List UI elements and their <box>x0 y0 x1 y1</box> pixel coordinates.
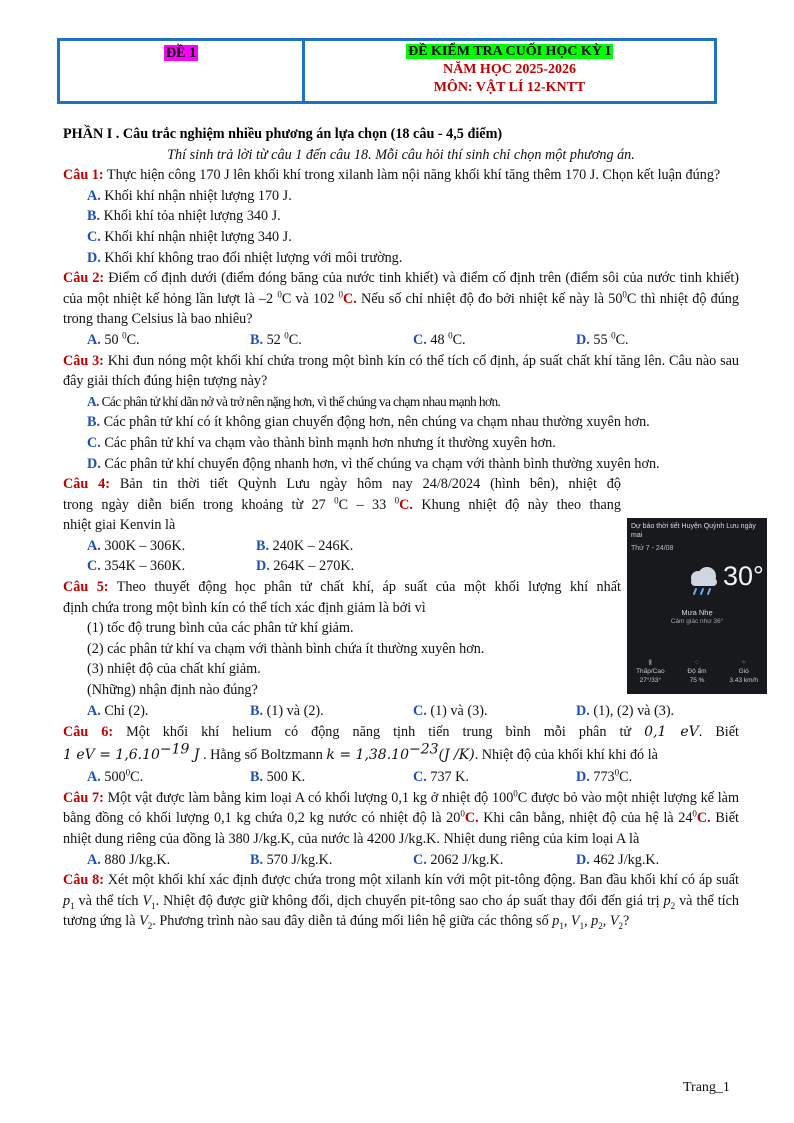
option-d: D. Các phân tử khí chuyển động nhanh hơn, vì thế chúng va chạm với thành bình thường xuyên hơn. <box>87 455 660 472</box>
exam-year: NĂM HỌC 2025-2026 <box>443 62 576 77</box>
question-8: Câu 8: Xét một khối khí xác định được chứa trong một xilanh kín với một pit-tông động. Ban đầu khối khí có áp suất $p_1$ và thể tích $V_1$. Nhiệt độ được giữ không đổi, dịch chuyển pit-tông sao cho áp suất thay đổi đến giá trị $p_2$ và thể tích tương ứng là $V_2$. Phương trình nào sau đây diễn tả đúng mối liên hệ giữa các thông số $p_1$, $V_1$, $p_2$, $V_2$? <box>63 872 740 932</box>
exam-code-cell <box>60 41 305 101</box>
option-d: D. 462 J/kg.K. <box>576 851 660 868</box>
page-number: Trang_1 <box>683 1080 730 1095</box>
option-a: A. 50 $^0$C. <box>87 330 140 348</box>
question-label: Câu 1: <box>63 167 104 184</box>
option-a: A. 880 J/kg.K. <box>87 851 171 868</box>
option-a: A. 300K – 306K. <box>87 537 186 554</box>
option-a: A. $500^0C$. <box>87 767 144 786</box>
option-c: C. 737 K. <box>413 769 469 786</box>
exam-code: ĐỀ 1 <box>165 45 197 61</box>
option-a: A. Các phân tử khí dãn nở và trở nên nặng hơn, vì thế chúng va chạm nhau mạnh hơn. <box>87 393 501 409</box>
statement-3: (3) nhiệt độ của chất khí giảm. <box>87 661 261 678</box>
weather-date: Thứ 7 - 24/08 <box>631 545 674 552</box>
question-2: Câu 2: Điểm cố định dưới (điểm đóng băng của nước tinh khiết) và điểm cố định trên (điểm sôi của nước tinh khiết) của một nhiệt kế hỏng lần lượt là –2 $^0$C và 102 $^0$C. Nếu số chỉ nhiệt độ đo bởi nhiệt kế này là $50^0C$ thì nhiệt độ đúng trong thang Celsius là bao nhiêu? <box>63 270 739 328</box>
section-title: PHẦN I . Câu trắc nghiệm nhiều phương án lựa chọn (18 câu - 4,5 điểm) <box>63 126 503 142</box>
option-d: D. 55 $^0$C. <box>576 330 629 348</box>
option-c: C. 2062 J/kg.K. <box>413 851 504 868</box>
option-d: D. (1), (2) và (3). <box>576 702 675 719</box>
weather-temp: 30° <box>723 561 764 591</box>
option-a: A. Chỉ (2). <box>87 702 149 719</box>
exam-content: PHẦN I . Câu trắc nghiệm nhiều phương án lựa chọn (18 câu - 4,5 điểm) Thí sinh trả lời từ câu 1 đến câu 18. Mỗi câu hỏi thí sinh chỉ chọn một phương án. Câu 1: Thực hiện công 170 J lên khối khí trong xilanh làm nội năng khối khí tăng thêm 170 J. Chọn kết luận đúng? A. Khối khí nhận nhiệt lượng 170 J. B. Khối khí tỏa nhiệt lượng 340 J. C. Khối khí nhận nhiệt lượng 340 J. D. Khối khí không trao đổi nhiệt lượng với môi trường. Câu 2: Điểm cố định dưới (điểm đóng băng của nước tinh khiết) và điểm cố định trên (điểm sôi của nước tinh khiết) của một nhiệt kế hỏng lần lượt là –2 $^0$C và 102 $^0$C. Nếu số chỉ nhiệt độ đo bởi nhiệt kế này là $50^0C$ thì nhiệt độ đúng trong thang Celsius là bao nhiêu? A. 50 $^0$C. B. 52 $^0$C. C. 48 $^0$C. D. 55 $^0$C. Câu 3: Khi đun nóng một khối khí chứa trong một bình kín có thể tích cố định, áp suất chất khí tăng lên. Câu nào sau đây giải thích đúng hiện tượng này? A. Các phân tử khí dãn nở và trở nên nặng hơn, vì thế chúng va chạm nhau mạnh hơn. B. Các phân tử khí có ít không gian chuyển động hơn, nên chúng va chạm nhau thường xuyên hơn. C. Các phân tử khí va chạm vào thành bình mạnh hơn nhưng ít thường xuyên hơn. D. Các phân tử khí chuyển động nhanh hơn, vì thế chúng va chạm với thành bình thường xuyên hơn. Câu 4: Bản tin thời tiết Quỳnh Lưu ngày hôm nay 24/8/2024 (hình bên), nhiệt độ trong ngày diễn biến trong khoảng từ 27 $^0$C – 33 $^0$C. Khung nhiệt độ này theo thang nhiệt giai Kenvin là A. 300K – 306K. B. 240K – 246K. C. 354K – 360K. D. 264K – 270K. Câu 5: Theo thuyết động học phân tử chất khí, áp suất của một khối lượng khí nhất định chứa trong một bình kín có thể tích xác định giảm là bởi vì (1) tốc độ trung bình của các phân tử khí giảm. (2) các phân tử khí va chạm với thành bình chứa ít thường xuyên hơn. (3) nhiệt độ của chất khí giảm. (Những) nhận định nào đúng? A. Chỉ (2). B. (1) và (2). C. (1) và (3). D. (1), (2) và (3). Câu 6: Một khối khí helium có động năng tịnh tiến trung bình mỗi phân tử 0,1 eV. Biết 1 eV = $1,6.10^{-19}$ J . Hằng số Boltzmann $k = 1,38.10^{-23}(J$ /K). Nhiệt độ của khối khí khi đó là A. $500^0C$. B. 500 K. C. 737 K. D. $773^0C$. Câu 7: Một vật được làm bằng kim loại A có khối lượng 0,1 kg ở nhiệt độ $100^0C$ được bỏ vào một nhiệt lượng kế làm bằng đồng có khối lượng 0,1 kg chứa 0,2 kg nước có nhiệt độ là $20^0C$. Khi cân bằng, nhiệt độ của hệ là $24^0C$. Biết nhiệt dung riêng của đồng là 380 J/kg.K, của nước là 4200 J/kg.K. Nhiệt dung riêng của kim loại A là A. 880 J/kg.K. B. 570 J/kg.K. C. 2062 J/kg.K. D. 462 J/kg.K. Câu 8: Xét một khối khí xác định được chứa trong một xilanh kín với một pit-tông động. Ban đầu khối khí có áp suất $p_1$ và thể tích $V_1$. Nhiệt độ được giữ không đổi, dịch chuyển pit-tông sao cho áp suất thay đổi đến giá trị $p_2$ và thể tích tương ứng là $V_2$. Phương trình nào sau đây diễn tả đúng mối liên hệ giữa các thông số $p_1$, $V_1$, $p_2$, $V_2$? <box>63 126 740 932</box>
statement-1: (1) tốc độ trung bình của các phân tử khí giảm. <box>87 620 354 637</box>
weather-stats <box>627 658 767 685</box>
stat-wind: ≈ Gió 3.43 km/h <box>720 658 767 685</box>
option-d: D. Khối khí không trao đổi nhiệt lượng với môi trường. <box>87 249 403 266</box>
exam-title-cell <box>305 41 714 101</box>
options-row <box>63 850 739 871</box>
wind-icon: ≈ <box>741 659 746 666</box>
question-7: Câu 7: Một vật được làm bằng kim loại A có khối lượng 0,1 kg ở nhiệt độ $100^0C$ được bỏ vào một nhiệt lượng kế làm bằng đồng có khối lượng 0,1 kg chứa 0,2 kg nước có nhiệt độ là $20^0C$. Khi cân bằng, nhiệt độ của hệ là $24^0C$. Biết nhiệt dung riêng của đồng là 380 J/kg.K, của nước là 4200 J/kg.K. Nhiệt dung riêng của kim loại A là <box>63 788 739 847</box>
stat-low-high: ▮ Thấp/Cao 27°/33° <box>627 658 674 685</box>
weather-condition: Mưa Nhẹ <box>681 608 713 617</box>
weather-feels: Cảm giác như 36° <box>670 618 724 625</box>
exam-subject: MÔN: VẬT LÍ 12-KNTT <box>433 80 586 95</box>
weather-title: Dự báo thời tiết Huyện Quỳnh Lưu ngày mai <box>631 523 756 539</box>
question-4: Câu 4: Bản tin thời tiết Quỳnh Lưu ngày hôm nay 24/8/2024 (hình bên), nhiệt độ trong ngày diễn biến trong khoảng từ 27 $^0$C – 33 $^0$C. Khung nhiệt độ này theo thang nhiệt giai Kenvin là <box>63 476 621 534</box>
droplet-icon: ○ <box>694 659 700 666</box>
option-d: D. $773^0C$. <box>576 767 633 786</box>
option-c: C. Các phân tử khí va chạm vào thành bình mạnh hơn nhưng ít thường xuyên hơn. <box>87 434 556 451</box>
question-1 <box>63 165 739 186</box>
option-b: B. 52 $^0$C. <box>250 330 302 348</box>
option-c: C. 48 $^0$C. <box>413 330 466 348</box>
options-row <box>63 767 739 788</box>
stat-humidity: ○ Độ ẩm 75 % <box>674 658 721 685</box>
question-text: Thực hiện công 170 J lên khối khí trong xilanh làm nội năng khối khí tăng thêm 170 J. Chọn kết luận đúng? <box>103 167 721 184</box>
thermometer-icon: ▮ <box>648 659 653 666</box>
option-a: A. Khối khí nhận nhiệt lượng 170 J. <box>87 187 292 204</box>
option-b: B. 570 J/kg.K. <box>250 851 333 868</box>
option-b: B. 240K – 246K. <box>256 537 354 554</box>
option-c: C. (1) và (3). <box>413 702 488 719</box>
question-3: Câu 3: Khi đun nóng một khối khí chứa trong một bình kín có thể tích cố định, áp suất chất khí tăng lên. Câu nào sau đây giải thích đúng hiện tượng này? <box>63 352 739 390</box>
option-b: B. Khối khí tỏa nhiệt lượng 340 J. <box>87 208 281 225</box>
question-5: Câu 5: Theo thuyết động học phân tử chất khí, áp suất của một khối lượng khí nhất định chứa trong một bình kín có thể tích xác định giảm là bởi vì <box>63 579 621 616</box>
weather-widget <box>627 518 767 694</box>
option-b: B. 500 K. <box>250 769 306 786</box>
question-6: Câu 6: Một khối khí helium có động năng tịnh tiến trung bình mỗi phân tử 0,1 eV. Biết <box>63 724 739 741</box>
statement-2: (2) các phân tử khí va chạm với thành bình chứa ít thường xuyên hơn. <box>87 640 485 657</box>
exam-title: ĐỀ KIỂM TRA CUỐI HỌC KỲ I <box>408 44 611 59</box>
option-d: D. 264K – 270K. <box>256 558 355 575</box>
rain-cloud-icon <box>685 565 721 597</box>
option-b: B. (1) và (2). <box>250 702 324 719</box>
option-c: C. Khối khí nhận nhiệt lượng 340 J. <box>87 228 292 245</box>
option-b: B. Các phân tử khí có ít không gian chuyển động hơn, nên chúng va chạm nhau thường xuyên hơn. <box>87 414 650 431</box>
exam-header-box <box>57 38 717 104</box>
option-c: C. 354K – 360K. <box>87 558 186 575</box>
statement-question: (Những) nhận định nào đúng? <box>87 682 258 699</box>
options-row <box>63 701 739 722</box>
options-row <box>63 330 739 351</box>
instruction: Thí sinh trả lời từ câu 1 đến câu 18. Mỗi câu hỏi thí sinh chỉ chọn một phương án. <box>167 146 635 163</box>
